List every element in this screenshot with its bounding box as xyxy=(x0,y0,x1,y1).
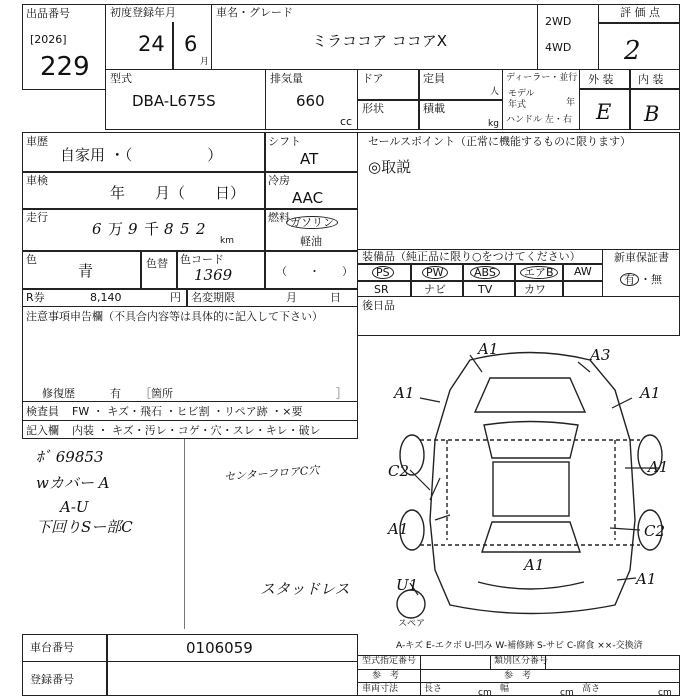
hw-line3: A-U xyxy=(60,498,89,516)
first-reg-label: 初度登録年月 xyxy=(110,6,176,19)
mark-a1-top: A1 xyxy=(478,340,499,358)
name-change-label: 名変期限 xyxy=(191,291,235,304)
model-year-label1: モデル xyxy=(508,89,535,99)
person-unit: 人 xyxy=(490,87,500,97)
class-label: 類別区分番号 xyxy=(494,656,549,666)
mileage-unit-sen: 千 xyxy=(144,220,160,238)
inspector-label: 検査員 xyxy=(26,405,59,418)
name-change-date: 月 日 xyxy=(286,291,341,304)
model-year-label2: 年式 xyxy=(508,100,527,110)
hw-line1: ﾎﾞ 69853 xyxy=(36,448,104,466)
width-cm: cm xyxy=(560,688,574,698)
inspector-items: FW ・ キズ・飛石 ・ヒビ割 ・リペア跡 ・×要 xyxy=(72,405,303,418)
model-grade: ミラココア ココアX xyxy=(312,32,448,50)
hw-line6: スタッドレス xyxy=(260,580,350,598)
cc-unit: cc xyxy=(340,115,353,128)
load-label: 積載 xyxy=(423,102,445,115)
shape-label: 形状 xyxy=(362,102,384,115)
exterior-grade: E xyxy=(596,100,612,124)
fuel-paren: （ ・ ） xyxy=(276,265,353,278)
entry-items: 内装 ・ キズ・汚レ・コゲ・穴・スレ・キレ・破レ xyxy=(72,424,321,437)
chassis-value: 0106059 xyxy=(186,639,253,657)
dealer-label: ディーラー・並行 xyxy=(506,73,578,83)
equip-leather: カワ xyxy=(524,283,546,296)
r-tax-value: 8,140 xyxy=(90,291,122,304)
mark-a1-left: A1 xyxy=(394,384,415,402)
hw-line5: センターフロアC穴 xyxy=(223,463,320,484)
inspection-label: 車検 xyxy=(26,174,48,187)
history-value: 自家用 ・（ ） xyxy=(60,146,223,164)
equip-ps: PS xyxy=(372,266,394,279)
fuel-label: 燃料 xyxy=(268,211,290,224)
mark-u1: U1 xyxy=(396,576,419,594)
fuel-light-oil: 軽油 xyxy=(300,235,322,248)
hw-line2: wカバー A xyxy=(36,474,110,492)
bracket-close: ］ xyxy=(336,387,347,400)
lot-number: 229 xyxy=(40,52,90,82)
ref1: 参 考 xyxy=(372,671,400,681)
mileage-digit: 5 xyxy=(180,220,190,238)
chassis-label: 車台番号 xyxy=(30,641,74,654)
size-label: 車両寸法 xyxy=(362,684,399,694)
lot-label: 出品番号 xyxy=(26,7,70,20)
entry-label: 記入欄 xyxy=(26,424,59,437)
color-label: 色 xyxy=(26,253,37,266)
equip-aw: AW xyxy=(574,265,592,278)
interior-label: 内 装 xyxy=(638,73,664,86)
type-label: 型式 xyxy=(110,72,132,85)
repair-value: 有 xyxy=(110,387,121,400)
capacity-label: 定員 xyxy=(423,72,445,85)
displacement-value: 660 xyxy=(296,92,325,110)
notes-label: 注意事項申告欄（不具合内容等は具体的に記入して下さい） xyxy=(26,310,323,323)
mark-c2-left: C2 xyxy=(388,462,410,480)
warranty-yes: 有 xyxy=(620,273,639,286)
color-code-label: 色コード xyxy=(180,253,224,266)
mark-a1-right: A1 xyxy=(640,384,661,402)
equip-pw: PW xyxy=(422,266,448,279)
year-unit: 年 xyxy=(566,98,576,108)
mark-a1-mid: A1 xyxy=(648,458,669,476)
ac-value: AAC xyxy=(292,189,324,207)
reg-label: 登録番号 xyxy=(30,673,74,686)
type-value: DBA-L675S xyxy=(132,92,216,110)
repair-label: 修復歴 xyxy=(42,387,75,400)
height-label: 高さ xyxy=(582,684,601,694)
length-label: 長さ xyxy=(424,684,443,694)
equip-navi: ナビ xyxy=(424,283,446,296)
score-label: 評 価 点 xyxy=(620,6,660,19)
sales-value: ◎取説 xyxy=(368,158,412,176)
kg-unit: kg xyxy=(488,119,499,129)
type-designation-label: 型式指定番号 xyxy=(362,656,417,666)
mileage-label: 走行 xyxy=(26,211,48,224)
interior-grade: B xyxy=(644,102,660,126)
warranty-label: 新車保証書 xyxy=(614,251,669,264)
damage-legend: A-キズ E-エクボ U-凹み W-補修跡 S-サビ C-腐食 ××-交換済 xyxy=(396,641,643,651)
displacement-label: 排気量 xyxy=(270,72,303,85)
drive-2wd: 2WD xyxy=(545,15,572,28)
mark-a1-rear: A1 xyxy=(636,570,657,588)
warranty-no: ・無 xyxy=(640,273,662,286)
ac-label: 冷房 xyxy=(268,174,290,187)
model-grade-label: 車名・グレード xyxy=(216,6,293,19)
length-cm: cm xyxy=(478,688,492,698)
color-change-label: 色替 xyxy=(146,257,168,270)
mark-a1-center: A1 xyxy=(524,556,545,574)
month-unit: 月 xyxy=(200,57,210,67)
equip-sr: SR xyxy=(374,283,389,296)
after-label: 後日品 xyxy=(362,299,395,312)
shift-label: シフト xyxy=(268,135,301,148)
score-value: 2 xyxy=(624,36,641,66)
first-reg-month: 6 xyxy=(184,32,198,56)
inspection-value: 年 月（ 日） xyxy=(110,184,246,202)
place-label: ［箇所 xyxy=(140,387,173,400)
handle-label: ハンドル 左・右 xyxy=(506,115,572,125)
sales-label: セールスポイント（正常に機能するものに限ります） xyxy=(368,135,632,148)
equip-airbag: エアB xyxy=(520,266,558,279)
equipment-label: 装備品（純正品に限り○をつけてください） xyxy=(362,250,581,263)
hw-line4: 下回りSー部C xyxy=(36,518,133,536)
mileage-digit: 6 xyxy=(92,220,102,238)
exterior-label: 外 装 xyxy=(588,73,614,86)
mark-a3: A3 xyxy=(590,346,611,364)
first-reg-year: 24 xyxy=(138,32,165,56)
equip-abs: ABS xyxy=(470,266,500,279)
r-tax-label: R券 xyxy=(26,291,45,304)
shift-value: AT xyxy=(300,150,319,168)
equip-tv: TV xyxy=(478,283,493,296)
color-value: 青 xyxy=(78,262,94,280)
width-label: 幅 xyxy=(500,684,510,694)
mark-a1-low: A1 xyxy=(388,520,409,538)
mileage-unit-man: 万 xyxy=(108,220,124,238)
color-code-value: 1369 xyxy=(194,266,233,284)
km-unit: km xyxy=(220,236,234,246)
ref2: 参 考 xyxy=(504,671,532,681)
mileage-digit: 2 xyxy=(196,220,206,238)
mileage-digit: 8 xyxy=(164,220,174,238)
yen-unit: 円 xyxy=(170,291,181,304)
door-label: ドア xyxy=(362,72,384,85)
height-cm: cm xyxy=(658,688,672,698)
mark-c2-right: C2 xyxy=(644,522,666,540)
mileage-digit: 9 xyxy=(128,220,138,238)
history-label: 車歴 xyxy=(26,135,48,148)
spare-label: スペア xyxy=(398,619,426,629)
fuel-gasoline: ガソリン xyxy=(286,216,338,229)
lot-code: [2026] xyxy=(30,33,67,46)
drive-4wd: 4WD xyxy=(545,41,572,54)
